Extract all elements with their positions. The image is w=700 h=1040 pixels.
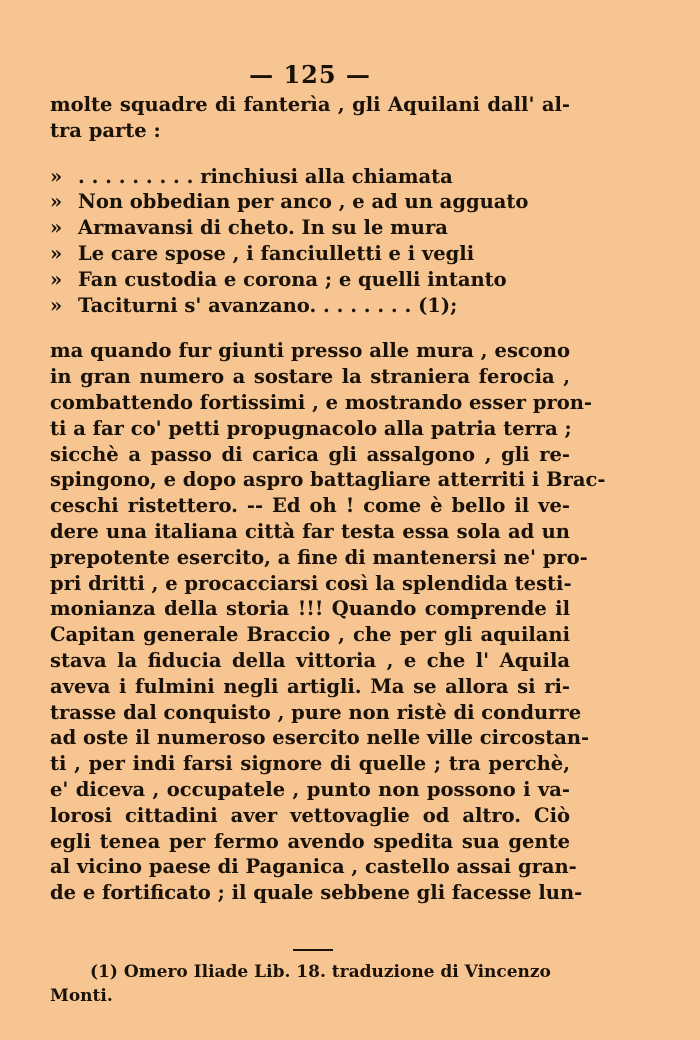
footnote-rule — [293, 949, 333, 951]
footnote — [50, 960, 570, 1008]
verse-line: » Le care spose , i fanciulletti e i vegli — [50, 241, 475, 265]
intro-line: tra parte : — [50, 118, 161, 142]
footnote-line: Monti. — [50, 986, 113, 1006]
paragraph-line: trasse dal conquisto , pure non ristè di condurre — [50, 700, 582, 724]
paragraph-line: spingono, e dopo aspro battagliare atterriti i Brac- — [50, 468, 606, 492]
page-number: — 125 — — [249, 60, 371, 89]
verse-line: » Non obbedian per anco , e ad un agguato — [50, 190, 529, 214]
paragraph-line: monianza della storia !!! Quando comprende il — [50, 597, 570, 621]
paragraph-line: stava la fiducia della vittoria , e che l' Aquila — [50, 648, 570, 672]
paragraph-line: ma quando fur giunti presso alle mura , escono — [50, 339, 570, 363]
verse-line: » Fan custodia e corona ; e quelli intanto — [50, 267, 507, 291]
paragraph-line: ceschi ristettero. -- Ed oh ! come è bello il ve- — [50, 494, 570, 518]
paragraph-line: ti a far co' petti propugnacolo alla patria terra ; — [50, 416, 572, 440]
paragraph-line: aveva i fulmini negli artigli. Ma se allora si ri- — [50, 674, 570, 698]
paragraph-line: in gran numero a sostare la straniera ferocia , — [50, 365, 570, 389]
intro-line: molte squadre di fanterìa , gli Aquilani dall' al- — [50, 93, 570, 116]
paragraph-line: pri dritti , e procacciarsi così la splendida testi- — [50, 571, 572, 595]
paragraph-line: ad oste il numeroso esercito nelle ville circostan- — [50, 726, 590, 750]
verse-line: » Taciturni s' avanzano. . . . . . . . (1); — [50, 293, 458, 317]
main-text — [50, 92, 606, 906]
verse-quote — [50, 164, 570, 319]
paragraph-line: ti , per indi farsi signore di quelle ; tra perchè, — [50, 752, 570, 776]
paragraph-line: al vicino paese di Paganica , castello assai gran- — [50, 855, 577, 879]
verse-line: » . . . . . . . . . rinchiusi alla chiamata — [50, 164, 453, 188]
paragraph-line: lorosi cittadini aver vettovaglie od altro. Ciò — [50, 803, 570, 827]
paragraph-line: de e fortificato ; il quale sebbene gli facesse lun- — [50, 881, 583, 905]
verse-line: » Armavansi di cheto. In su le mura — [50, 216, 448, 240]
paragraph — [50, 338, 606, 906]
paragraph-line: e' diceva , occupatele , punto non possono i va- — [50, 777, 570, 801]
paragraph-line: dere una italiana città far testa essa sola ad un — [50, 519, 570, 543]
paragraph-line: combattendo fortissimi , e mostrando esser pron- — [50, 390, 593, 414]
footnote-line: (1) Omero Iliade Lib. 18. traduzione di Vincenzo — [90, 962, 551, 982]
paragraph-line: sicchè a passo di carica gli assalgono , gli re- — [50, 442, 570, 466]
paragraph-line: prepotente esercito, a fine di mantenersi ne' pro- — [50, 545, 588, 569]
paragraph-line: egli tenea per fermo avendo spedita sua gente — [50, 829, 570, 853]
paragraph-line: Capitan generale Braccio , che per gli aquilani — [50, 623, 570, 647]
